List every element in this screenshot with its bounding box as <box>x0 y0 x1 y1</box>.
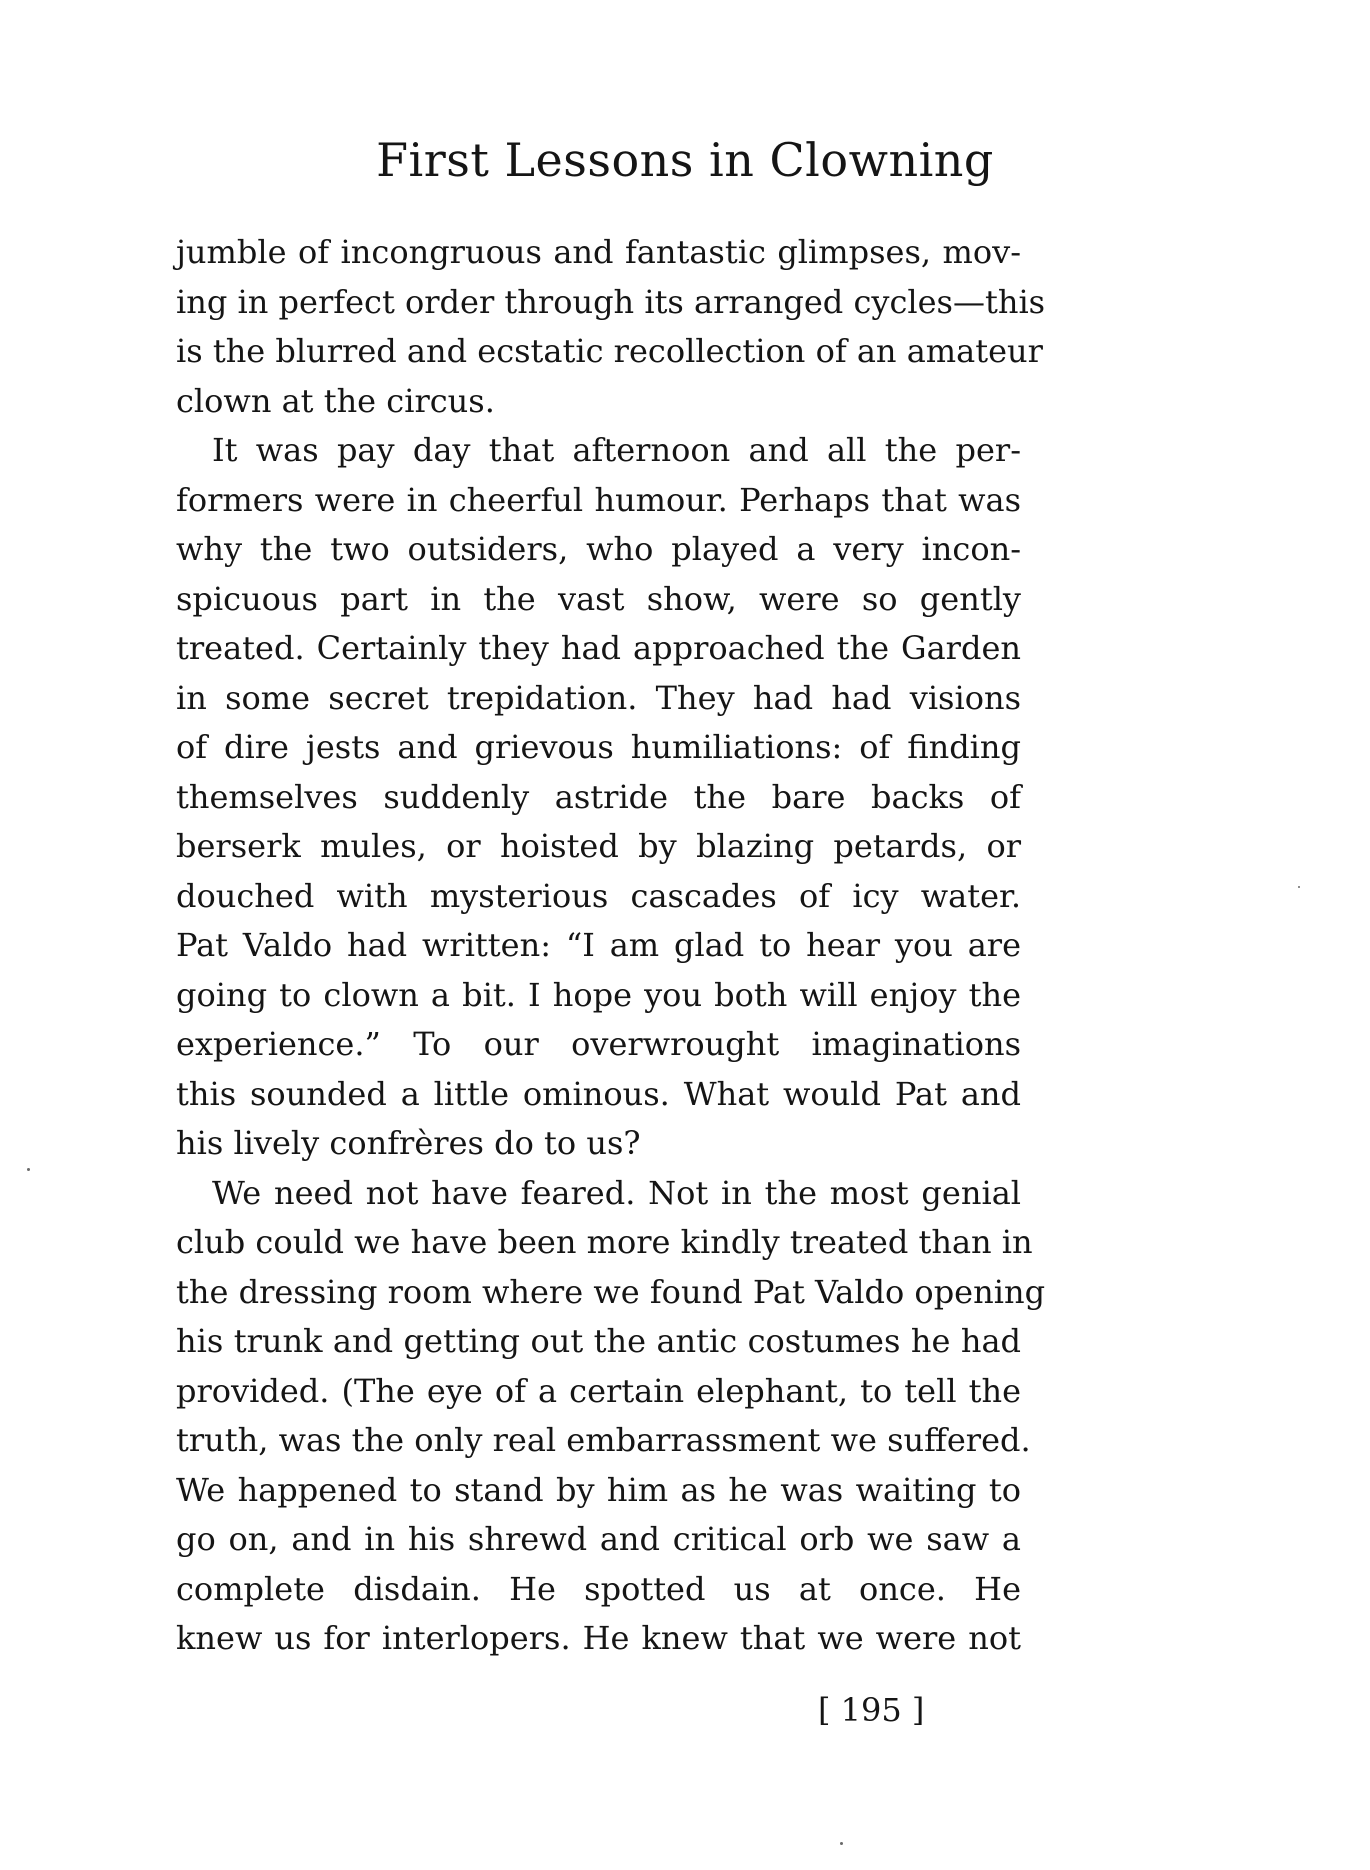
scan-speck <box>840 1842 843 1845</box>
text-line: Pat Valdo had written: “I am glad to hear you are <box>176 926 1021 964</box>
text-line: his lively confrères do to us? <box>176 1124 641 1162</box>
text-line: is the blurred and ecstatic recollection of an amateur <box>176 332 1043 370</box>
text-line: going to clown a bit. I hope you both will enjoy the <box>176 975 1021 1014</box>
text-line: It was pay day that afternoon and all the per- <box>212 431 1021 469</box>
text-line: go on, and in his shrewd and critical orb we saw a <box>176 1520 1021 1558</box>
text-line: berserk mules, or hoisted by blazing petards, or <box>176 827 1021 865</box>
text-line: in some secret trepidation. They had had visions <box>176 678 1021 717</box>
body-text <box>176 228 1046 1664</box>
text-line: complete disdain. He spotted us at once. He <box>176 1569 1021 1608</box>
text-line: experience.” To our overwrought imaginations <box>176 1025 1021 1063</box>
text-line: spicuous part in the vast show, were so gently <box>176 579 1021 618</box>
text-line: jumble of incongruous and fantastic glimpses, mov- <box>176 233 1021 271</box>
scan-speck <box>27 1168 30 1171</box>
text-line: provided. (The eye of a certain elephant, to tell the <box>176 1371 1021 1410</box>
text-line: We happened to stand by him as he was waiting to <box>176 1470 1021 1509</box>
text-line: of dire jests and grievous humiliations: of finding <box>176 728 1021 766</box>
text-line: themselves suddenly astride the bare backs of <box>176 777 1021 816</box>
text-line: ing in perfect order through its arranged cycles—this <box>176 282 1046 321</box>
running-head: First Lessons in Clowning <box>376 133 994 187</box>
text-line: truth, was the only real embarrassment we suffered. <box>176 1421 1031 1459</box>
paragraph-3 <box>176 1169 1046 1664</box>
text-line: formers were in cheerful humour. Perhaps that was <box>176 480 1021 519</box>
text-line: why the two outsiders, who played a very incon- <box>176 530 1021 568</box>
text-line: We need not have feared. Not in the most genial <box>212 1173 1021 1212</box>
text-line: the dressing room where we found Pat Valdo opening <box>176 1272 1046 1311</box>
paragraph-1 <box>176 228 1046 426</box>
scan-speck <box>1298 886 1300 888</box>
text-line: his trunk and getting out the antic costumes he had <box>176 1322 1021 1360</box>
text-line: club could we have been more kindly treated than in <box>176 1223 1033 1261</box>
text-line: douched with mysterious cascades of icy water. <box>176 876 1021 915</box>
text-line: treated. Certainly they had approached the Garden <box>176 629 1021 667</box>
text-line: knew us for interlopers. He knew that we were not <box>176 1619 1021 1657</box>
page-number: [ 195 ] <box>818 1691 925 1729</box>
paragraph-2 <box>176 426 1021 1169</box>
text-line: clown at the circus. <box>176 381 495 420</box>
text-line: this sounded a little ominous. What would Pat and <box>176 1074 1021 1113</box>
